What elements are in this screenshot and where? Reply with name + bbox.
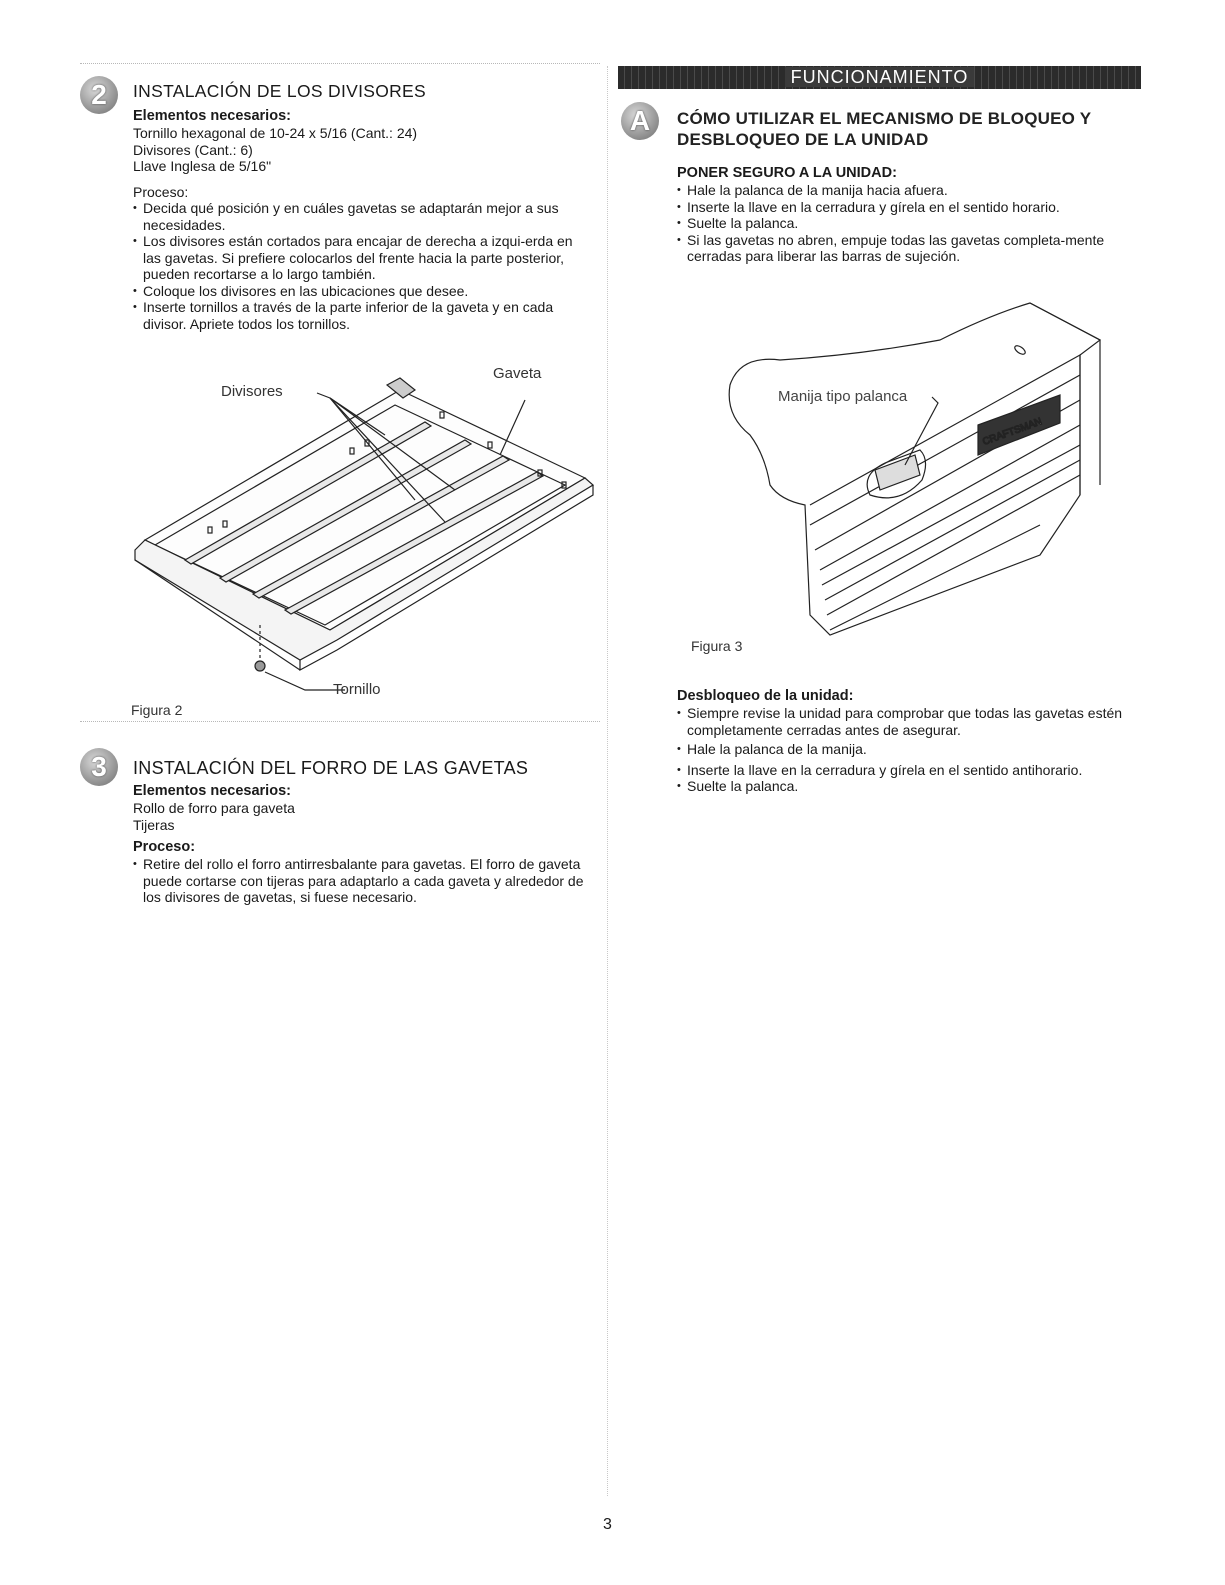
step-2-needed: [133, 108, 593, 332]
step-3-needed: [133, 783, 593, 906]
unlock-list: [677, 705, 1147, 795]
label-divisores: Divisores: [221, 383, 283, 400]
unlock-bullet: • Suelte la palanca.: [677, 778, 1147, 795]
lock-bullet: • Inserte la llave en la cerradura y gírela en el sentido horario.: [677, 199, 1137, 216]
lock-list: [677, 182, 1137, 265]
step-3-badge: 3: [80, 748, 118, 786]
step-2-title: INSTALACIÓN DE LOS DIVISORES: [133, 81, 427, 101]
step-3-title: INSTALACIÓN DEL FORRO DE LAS GAVETAS: [133, 758, 529, 778]
step-a-title-line1: CÓMO UTILIZAR EL MECANISMO DE BLOQUEO Y: [677, 109, 1092, 128]
process-list: [133, 200, 588, 332]
needed-item: Rollo de forro para gaveta: [133, 800, 295, 816]
unlock-bullet: • Hale la palanca de la manija.: [677, 741, 1147, 758]
needed-item: Llave Inglesa de 5/16": [133, 158, 272, 174]
process-bullet: • Inserte tornillos a través de la parte inferior de la gaveta y en cada divisor. Apriete todos los tornillos.: [133, 299, 588, 332]
needed-label: Elementos necesarios:: [133, 108, 291, 124]
process-bullet: • Decida qué posición y en cuáles gavetas se adaptarán mejor a sus necesidades.: [133, 200, 588, 233]
unlock-bullet: • Siempre revise la unidad para comprobar que todas las gavetas estén completamente cerradas antes de asegurar.: [677, 705, 1147, 738]
figure-3-caption: Figura 3: [691, 638, 743, 654]
process-bullet: • Coloque los divisores en las ubicaciones que desee.: [133, 283, 588, 300]
step-a-title: [677, 108, 1091, 150]
figure-2-caption: Figura 2: [131, 702, 183, 718]
banner-text: FUNCIONAMIENTO: [785, 67, 975, 87]
unlock-section: [677, 688, 1147, 795]
unlock-bullet: • Inserte la llave en la cerradura y gírela en el sentido antihorario.: [677, 762, 1147, 779]
brand-text: CRAFTSMAN: [981, 416, 1044, 448]
funcionamiento-banner: [618, 66, 1141, 89]
lock-bullet: • Suelte la palanca.: [677, 215, 1137, 232]
process-bullet: • Los divisores están cortados para encajar de derecha a izqui-erda en las gavetas. Si prefiere colocarlos del frente hacia la parte posterior, pueden recortarse a lo largo también.: [133, 233, 588, 283]
needed-label: Elementos necesarios:: [133, 783, 291, 799]
step-2-badge: 2: [80, 76, 118, 114]
needed-item: Tijeras: [133, 816, 175, 833]
page-number: 3: [603, 1516, 612, 1533]
process-label: Proceso:: [133, 183, 189, 200]
step-a-title-line2: DESBLOQUEO DE LA UNIDAD: [677, 130, 929, 149]
figure-3-handle-illustration: [710, 295, 1110, 640]
lock-label: PONER SEGURO A LA UNIDAD:: [677, 165, 897, 181]
needed-item: Divisores (Cant.: 6): [133, 141, 253, 158]
label-tornillo: Tornillo: [333, 681, 381, 698]
label-manija: Manija tipo palanca: [778, 388, 908, 405]
process-list: [133, 856, 588, 906]
label-gaveta: Gaveta: [493, 365, 542, 382]
top-rule: [80, 63, 600, 64]
lock-bullet: • Si las gavetas no abren, empuje todas las gavetas completa-mente cerradas para liberar las barras de sujeción.: [677, 232, 1137, 265]
process-bullet: • Retire del rollo el forro antirresbalante para gavetas. El forro de gaveta puede cortarse con tijeras para adaptarlo a cada gaveta y alrededor de los divisores de gavetas, si fuese necesario.: [133, 856, 588, 906]
step-a-badge: A: [621, 102, 659, 140]
lock-bullet: • Hale la palanca de la manija hacia afuera.: [677, 182, 1137, 199]
unlock-label: Desbloqueo de la unidad:: [677, 688, 854, 704]
process-label: Proceso:: [133, 839, 196, 855]
needed-item: Tornillo hexagonal de 10-24 x 5/16 (Cant.: 24): [133, 125, 418, 141]
column-divider: [607, 66, 608, 1496]
section-rule: [80, 721, 600, 722]
lock-section: [677, 165, 1137, 265]
figure-2-drawer-illustration: [125, 360, 605, 700]
